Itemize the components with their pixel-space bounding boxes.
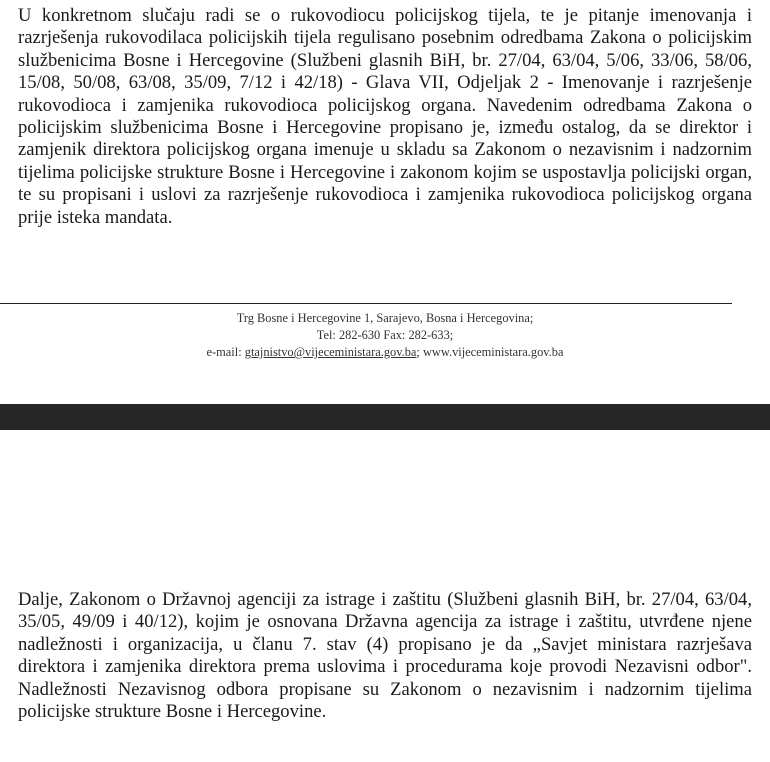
- footer-phone-fax: Tel: 282-630 Fax: 282-633;: [316, 328, 454, 342]
- page-break-bar: [0, 404, 770, 430]
- page2-body-paragraph: Dalje, Zakonom o Državnoj agenciji za istrage i zaštitu (Službeni glasnih BiH, br. 27/04, 63/04, 35/05, 49/09 i 40/12), kojim je osnovana Državna agencija za istrage i zaštitu, utvrđene njene nadležnosti i organizacija, u članu 7. stav (4) propisano je da „Savjet ministara razrješava direktora i zamjenika direktora prema uslovima i procedurama koje provodi Nezavisni odbor". Nadležnosti Nezavisnog odbora propisane su Zakonom o nezavisnim i nadzornim tijelima policijske strukture Bosne i Hercegovine.: [18, 589, 752, 723]
- footer-email-prefix: e-mail:: [206, 345, 245, 359]
- footer-website: www.vijeceministara.gov.ba: [422, 345, 564, 359]
- footer-contact-line: [0, 344, 770, 361]
- page1-body-paragraph: U konkretnom slučaju radi se o rukovodiocu policijskog tijela, te je pitanje imenovanja i razrješenja rukovodilaca policijskih tijela regulisano posebnim odredbama Zakona o policijskim službenicima Bosne i Hercegovine (Službeni glasnih BiH, br. 27/04, 63/04, 5/06, 33/06, 58/06, 15/08, 50/08, 63/08, 35/09, 7/12 i 42/18) - Glava VII, Odjeljak 2 - Imenovanje i razrješenje rukovodioca i zamjenika rukovodioca policijskog organa. Navedenim odredbama Zakona o policijskim službenicima Bosne i Hercegovine propisano je, između ostalog, da se direktor i zamjenik direktora policijskog organa imenuje u skladu sa Zakonom o nezavisnim i nadzornim tijelima policijske strukture Bosne i Hercegovine i zakonom kojim se uspostavlja policijski organ, te su propisani i uslovi za razrješenje rukovodioca i zamjenika rukovodioca policijskog organa prije isteka mandata.: [18, 5, 752, 228]
- footer-email-link[interactable]: gtajnistvo@vijeceministara.gov.ba: [244, 345, 417, 359]
- footer-address: Trg Bosne i Hercegovine 1, Sarajevo, Bosna i Hercegovina;: [236, 311, 534, 325]
- footer-divider: [0, 303, 732, 304]
- footer-web-separator: ;: [416, 345, 423, 359]
